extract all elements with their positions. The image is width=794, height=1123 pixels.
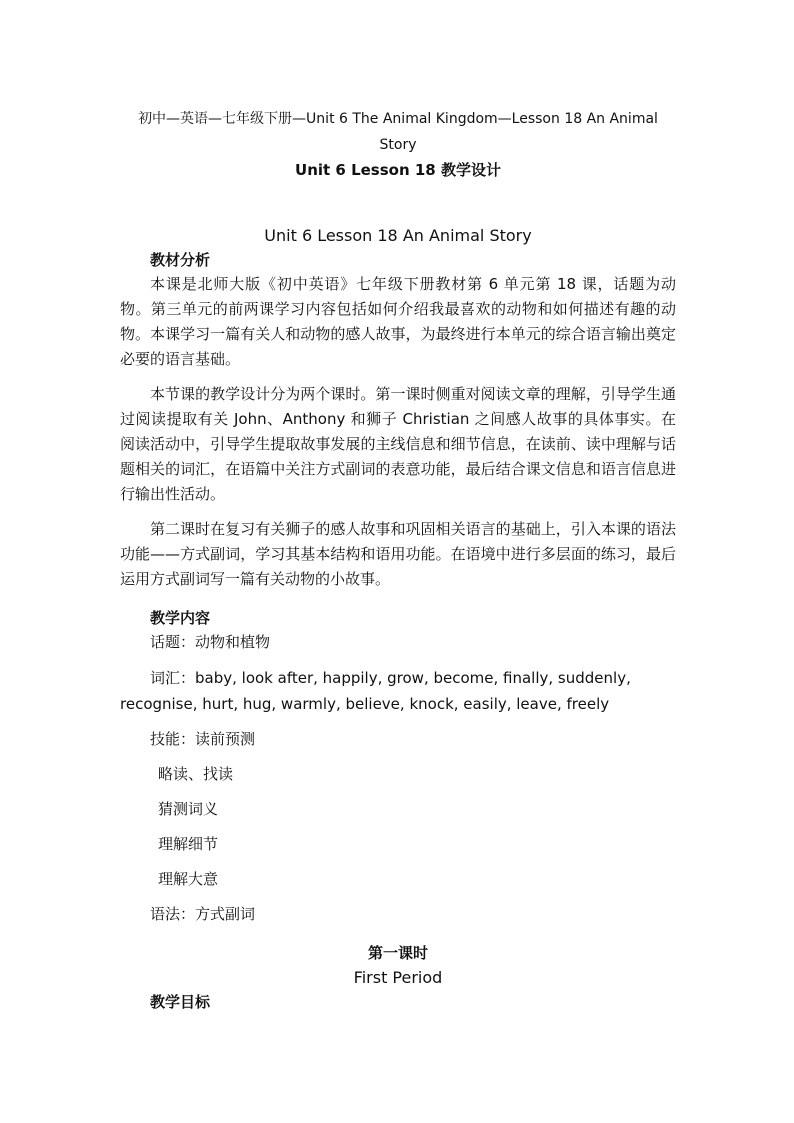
analysis-paragraph-2: 本节课的教学设计分为两个课时。第一课时侧重对阅读文章的理解，引导学生通过阅读提取有关 John、Anthony 和狮子 Christian 之间感人故事的具体事实。在阅读活动中，引导学生提取故事发展的主线信息和细节信息，在读前、读中理解与话题相关的词汇，在语篇中关注方式副词的表意功能，最后结合课文信息和语言信息进行输出性活动。	[120, 385, 676, 503]
content-heading: 教学内容	[150, 609, 211, 627]
skill-item: 理解细节	[158, 835, 219, 853]
content-skills-label: 技能：读前预测	[150, 730, 256, 748]
content-grammar: 语法：方式副词	[150, 905, 256, 923]
content-vocabulary: 词汇：baby, look after, happily, grow, become, finally, suddenly, recognise, hurt, hug, warmly, believe, knock, easily, leave, freely	[120, 669, 631, 713]
analysis-paragraph-3: 第二课时在复习有关狮子的感人故事和巩固相关语言的基础上，引入本课的语法功能——方式副词，学习其基本结构和语用功能。在语境中进行多层面的练习，最后运用方式副词写一篇有关动物的小故事。	[120, 520, 676, 588]
skill-item: 猜测词义	[158, 800, 219, 818]
analysis-heading: 教材分析	[150, 251, 211, 269]
skill-item: 理解大意	[158, 870, 219, 888]
period-title-en: First Period	[353, 968, 443, 987]
lesson-title: Unit 6 Lesson 18 An Animal Story	[264, 226, 532, 245]
document-title: 初中—英语—七年级下册—Unit 6 The Animal Kingdom—Lesson 18 An Animal Story	[138, 111, 658, 153]
objectives-heading: 教学目标	[150, 993, 211, 1011]
analysis-paragraph-1: 本课是北师大版《初中英语》七年级下册教材第 6 单元第 18 课，话题为动物。第三单元的前两课学习内容包括如何介绍我最喜欢的动物和如何描述有趣的动物。本课学习一篇有关人和动物的感人故事，为最终进行本单元的综合语言输出奠定必要的语言基础。	[120, 275, 676, 368]
content-topic: 话题：动物和植物	[150, 633, 271, 651]
skill-item: 略读、找读	[158, 765, 234, 783]
period-title-cn: 第一课时	[367, 944, 428, 962]
document-body	[120, 106, 676, 1014]
document-subtitle: Unit 6 Lesson 18 教学设计	[295, 161, 501, 179]
